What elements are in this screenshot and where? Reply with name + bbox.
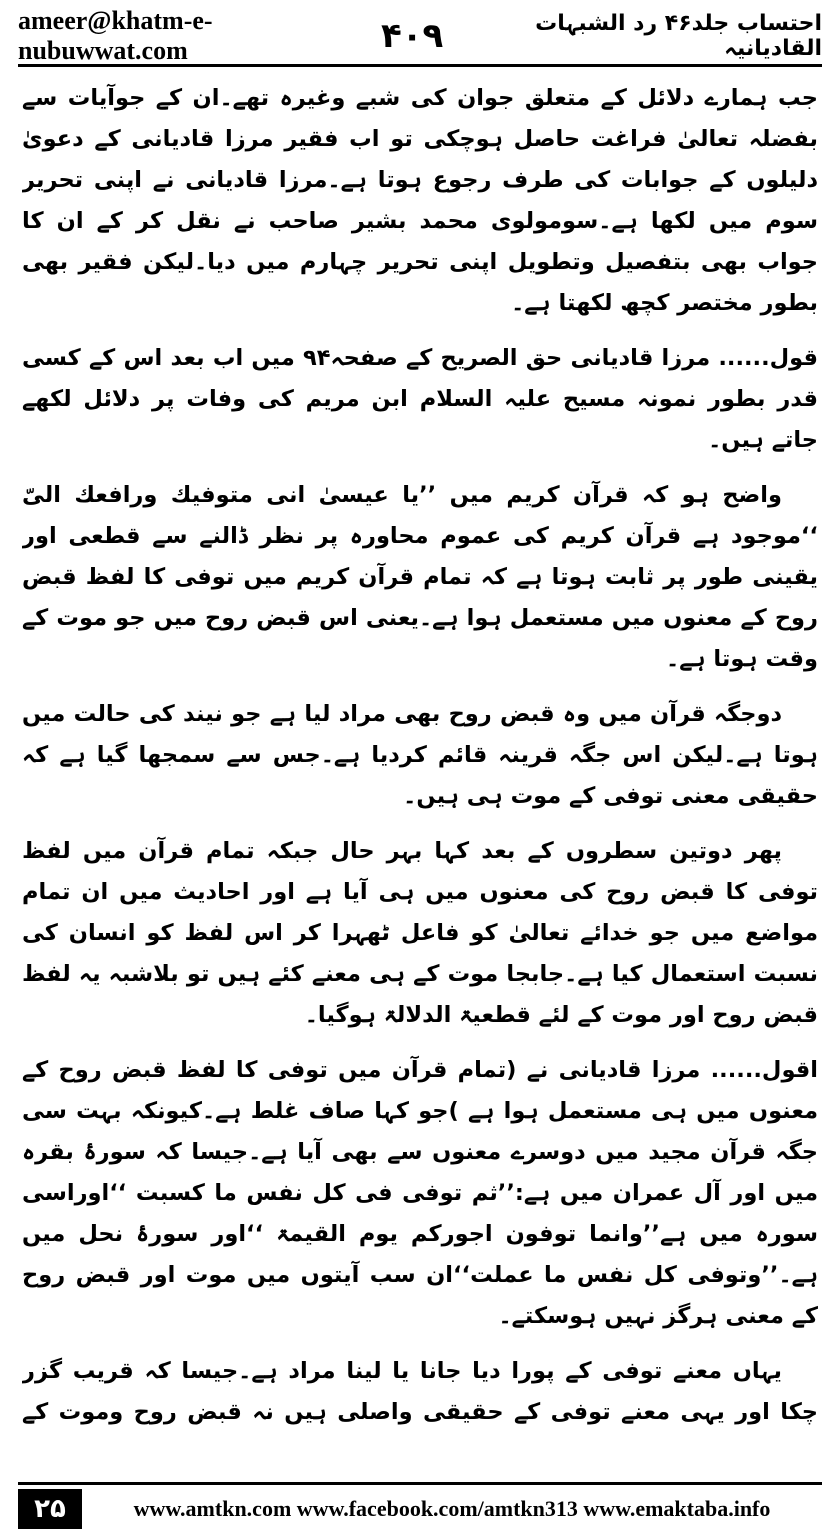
paragraph-5: پھر دوتین سطروں کے بعد کہا بہر حال جبکہ تمام قرآن میں لفظ توفی کا قبض روح کی معنوں میں ہی آیا ہے اور احادیث میں ان تمام مواضع میں جو خدائے تعالیٰ کو فاعل ٹھہرا کر اس لفظ کو انسان کی نسبت استعمال کیا ہے۔جابجا موت کے ہی معنے کئے ہیں تو بلاشبہ یہ لفظ قبض روح اور موت کے لئے قطعیۃ الدلالۃ ہوگیا۔ — [22, 838, 818, 1028]
page-header — [18, 8, 822, 67]
header-left — [18, 6, 443, 66]
paragraph-6: اقول...... مرزا قادیانی نے (تمام قرآن میں توفی کا لفظ قبض روح کے معنوں میں ہی مستعمل ہوا ہے )جو کہا صاف غلط ہے۔کیونکہ بہت سی جگہ قرآن مجید میں دوسرے معنوں سے بھی آیا ہے۔جیسا کہ سورۂ بقرہ میں اور آل عمران میں ہے:’’ثم توفی فی کل نفس ما کسبت ‘‘اوراسی سورہ میں ہے’’وانما توفون اجورکم یوم القیمۃ ‘‘اور سورۂ نحل میں ہے۔’’وتوفی کل نفس ما عملت‘‘ان سب آیتوں میں موت اور قبض روح کے معنی ہرگز نہیں ہوسکتے۔ — [22, 1057, 818, 1329]
page-footer — [18, 1482, 822, 1529]
footer-page-number: ۲۵ — [18, 1489, 82, 1529]
paragraph-7: یہاں معنے توفی کے پورا دیا جانا یا لینا مراد ہے۔جیسا کہ قریب گزر چکا اور یہی معنے توفی کے حقیقی واصلی ہیں نہ قبض روح وموت کے — [22, 1358, 818, 1425]
page-body — [22, 78, 818, 1430]
header-book-title: احتساب جلد۴۶ رد الشبہات القادیانیہ — [535, 11, 822, 61]
footer-website-links: www.amtkn.com www.facebook.com/amtkn313 www.emaktaba.info — [133, 1496, 771, 1521]
paragraph-3: واضح ہو کہ قرآن کریم میں ’’یا عیسیٰ انی متوفیك ورافعك الیّ ‘‘موجود ہے قرآن کریم کی عموم محاورہ پر نظر ڈالنے سے قطعی اور یقینی طور پر ثابت ہوتا ہے کہ تمام قرآن کریم میں توفی کا لفظ قبض روح کے معنوں میں مستعمل ہوا ہے۔یعنی اس قبض روح میں جو موت کے وقت ہوتا ہے۔ — [22, 482, 818, 672]
header-page-number: ۴۰۹ — [380, 16, 444, 56]
paragraph-2: قول...... مرزا قادیانی حق الصریح کے صفحہ۹۴ میں اب بعد اس کے کسی قدر بطور نمونہ مسیح علیہ السلام ابن مریم کی وفات پر دلائل لکھے جاتے ہیں۔ — [22, 345, 818, 453]
header-email: ameer@khatm-e-nubuwwat.com — [18, 6, 213, 65]
paragraph-1: جب ہمارے دلائل کے متعلق جوان کی شبے وغیرہ تھے۔ان کے جوآیات سے بفضلہ تعالیٰ فراغت حاصل ہوچکی تو اب فقیر مرزا قادیانی کے دعویٰ دلیلوں کے جوابات کی طرف رجوع ہوتا ہے۔مرزا قادیانی نے اپنی تحریر سوم میں لکھا ہے۔سومولوی محمد بشیر صاحب نے نقل کر کے ان کا جواب بھی بتفصیل وتطویل اپنی تحریر چہارم میں دیا۔لیکن فقیر بھی بطور مختصر کچھ لکھتا ہے۔ — [22, 85, 818, 316]
paragraph-4: دوجگہ قرآن میں وہ قبض روح بھی مراد لیا ہے جو نیند کی حالت میں ہوتا ہے۔لیکن اس جگہ قرینہ قائم کردیا ہے۔جس سے سمجھا گیا ہے کہ حقیقی معنی توفی کے موت ہی ہیں۔ — [22, 701, 818, 809]
